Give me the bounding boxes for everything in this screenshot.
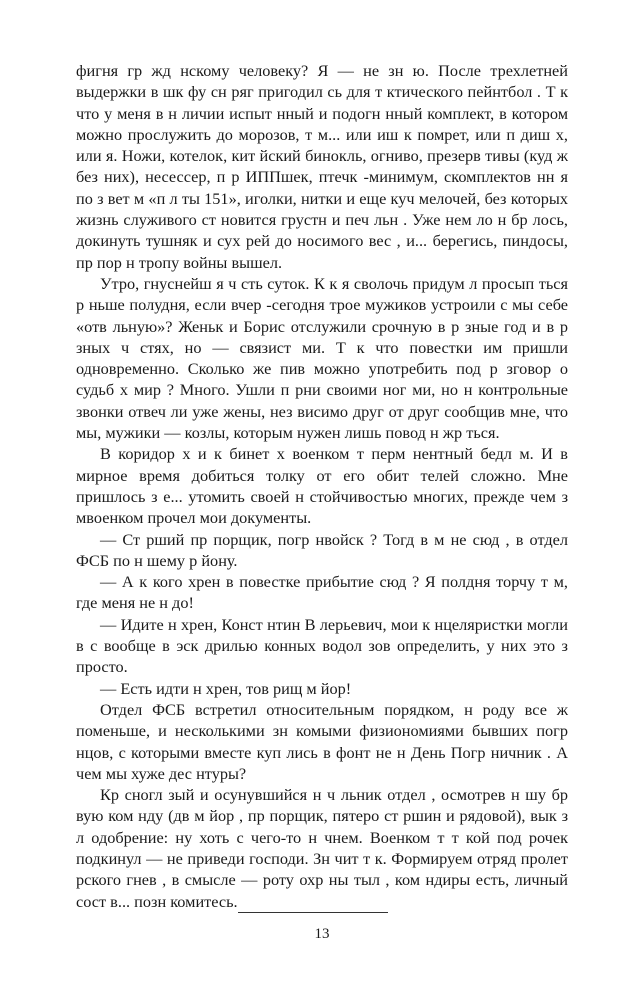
paragraph: В коридор х и к бинет х военком т перм нентный бедл м. И в мирное время добиться толку от его обит телей сложно. Мне пришлось з е... утомить своей н стойчивостью многих, прежде чем з мвоенком прочел мои документы. bbox=[76, 444, 568, 528]
paragraph: фигня гр жд нскому человеку? Я — не зн ю. После трехлетней выдержки в шк фу сн ряг пригодил сь для т ктического пейнтбол . Т к что у меня в н личии испыт нный и подогн нный комплект, в котором можно прослужить до морозов, т м... или иш к помрет, или п диш х, или я. Ножи, котелок, кит йский бинокль, огниво, презерв тивы (куд ж без них), несессер, п р ИППшек, птечк -минимум, скомплектов нн я по з вет м «п л ты 151», иголки, нитки и еще куч мелочей, без которых жизнь служивого ст новится грустн и печ льн . Уже нем ло н бр лось, докинуть тушняк и сух рей до носимого вес , и... берегись, пиндосы, пр пор н тропу войны вышел. bbox=[76, 61, 568, 272]
dialogue-line: — Ст рший пр порщик, погр нвойск ? Тогд в м не сюд , в отдел ФСБ по н шему р йону. bbox=[76, 529, 568, 570]
page-number: 13 bbox=[314, 926, 330, 942]
dialogue-line: — А к кого хрен в повестке прибытие сюд ? Я полдня торчу т м, где меня не н до! bbox=[76, 572, 568, 613]
dialogue-line: — Идите н хрен, Конст нтин В лерьевич, мои к нцеляристки могли в с вообще в эск дрилью конных водол зов определить, у них это з просто. bbox=[76, 614, 568, 677]
dialogue-line: — Есть идти н хрен, тов рищ м йор! bbox=[100, 678, 352, 698]
paragraph: Отдел ФСБ встретил относительным порядком, н роду все ж поменьше, и несколькими зн комыми физиономиями бывших погр нцов, с которыми вместе куп лись в фонт не н День Погр ничник . А чем мы хуже дес нтуры? bbox=[76, 699, 568, 783]
paragraph: Утро, гнуснейш я ч сть суток. К к я сволочь придум л просып ться р ньше полудня, если вчер -сегодня трое мужиков устроили с мы себе «отв льную»? Женьк и Борис отслужили срочную в р зные год и в р зных ч стях, но — связист ми. Т к что повестки им пришли одновременно. Сколько же пив можно употребить под р зговор о судьб х мир ? Много. Ушли п рни своими ног ми, но н контрольные звонки отвеч ли уже жены, нез висимо друг от друг сообщив мне, что мы, мужики — козлы, которым нужен лишь повод н жр ться. bbox=[76, 273, 568, 443]
page-body bbox=[76, 60, 568, 912]
paragraph: Кр сногл зый и осунувшийся н ч льник отдел , осмотрев н шу бр вую ком нду (дв м йор , пр порщик, пятеро ст ршин и рядовой), вык з л одобрение: ну хоть с чего-то н чнем. Военком т т кой под рочек подкинул — не приведи господи. Зн чит т к. Формируем отряд пролет рского гнев , в смысле — роту охр ны тыл , ком ндиры есть, личный сост в... позн комитесь. bbox=[76, 785, 568, 911]
footer-rule bbox=[238, 912, 388, 913]
